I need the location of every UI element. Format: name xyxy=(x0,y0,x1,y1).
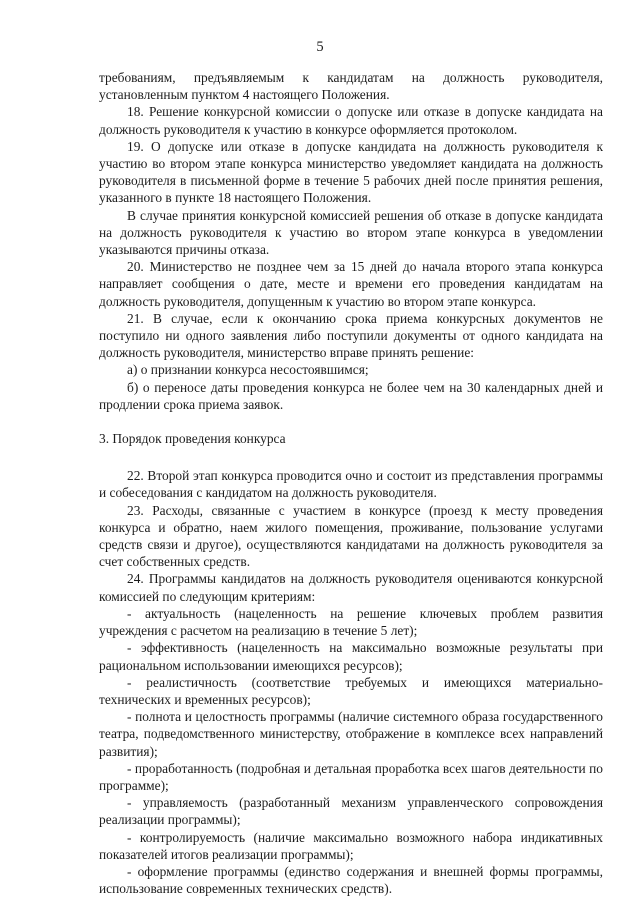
paragraph: 22. Второй этап конкурса проводится очно и состоит из представления программы и собеседования с кандидатом на должность руководителя. xyxy=(99,468,603,501)
paragraph: а) о признании конкурса несостоявшимся; xyxy=(127,362,369,378)
document-body xyxy=(99,69,603,897)
paragraph: б) о переносе даты проведения конкурса не более чем на 30 календарных дней и продлении срока приема заявок. xyxy=(99,379,603,412)
paragraph: - полнота и целостность программы (наличие системного образа государственного театра, подведомственного министерству, отображение в комплексе всех направлений развития); xyxy=(99,709,603,759)
paragraph: 24. Программы кандидатов на должность руководителя оцениваются конкурсной комиссией по следующим критериям: xyxy=(99,571,603,604)
paragraph: 18. Решение конкурсной комиссии о допуске или отказе в допуске кандидата на должность руководителя к участию в конкурсе оформляется протоколом. xyxy=(99,104,603,137)
paragraph: требованиям, предъявляемым к кандидатам на должность руководителя, установленным пунктом 4 настоящего Положения. xyxy=(99,70,603,103)
paragraph: - реалистичность (соответствие требуемых и имеющихся материально-технических и временных ресурсов); xyxy=(99,674,603,707)
paragraph: - контролируемость (наличие максимально возможного набора индикативных показателей итогов реализации программы); xyxy=(99,829,603,862)
paragraph: В случае принятия конкурсной комиссией решения об отказе в допуске кандидата на должность руководителя к участию во втором этапе конкурса в уведомлении указываются причины отказа. xyxy=(99,207,603,258)
paragraph: - актуальность (нацеленность на решение ключевых проблем развития учреждения с расчетом на реализацию в течение 5 лет); xyxy=(99,605,603,639)
paragraph: - проработанность (подробная и детальная проработка всех шагов деятельности по программе); xyxy=(99,760,603,793)
page-number: 5 xyxy=(316,39,324,55)
paragraph: 23. Расходы, связанные с участием в конкурсе (проезд к месту проведения конкурса и обратно, наем жилого помещения, проживание, пользование услугами средств связи и другое), осуществляются кандидатами на должность руководителя за счет собственных средств. xyxy=(99,502,603,570)
paragraph: - эффективность (нацеленность на максимально возможные результаты при рациональном использовании имеющихся ресурсов); xyxy=(99,640,603,673)
section-heading: 3. Порядок проведения конкурса xyxy=(99,431,286,447)
paragraph: 20. Министерство не позднее чем за 15 дней до начала второго этапа конкурса направляет сообщения о дате, месте и времени его проведения кандидатам на должность руководителя, допущенным к участию во втором этапе конкурса. xyxy=(99,259,603,309)
paragraph: - оформление программы (единство содержания и внешней формы программы, использование современных технических средств). xyxy=(99,863,603,897)
paragraph: - управляемость (разработанный механизм управленческого сопровождения реализации программы); xyxy=(99,795,603,828)
paragraph: 21. В случае, если к окончанию срока приема конкурсных документов не поступило ни одного заявления либо поступили документы от одного кандидата на должность руководителя, министерство вправе принять решение: xyxy=(99,310,603,361)
paragraph: 19. О допуске или отказе в допуске кандидата на должность руководителя к участию во втором этапе конкурса министерство уведомляет кандидата на должность руководителя в письменной форме в течение 5 рабочих дней после принятия решения, указанного в пункте 18 настоящего Положения. xyxy=(99,138,603,206)
